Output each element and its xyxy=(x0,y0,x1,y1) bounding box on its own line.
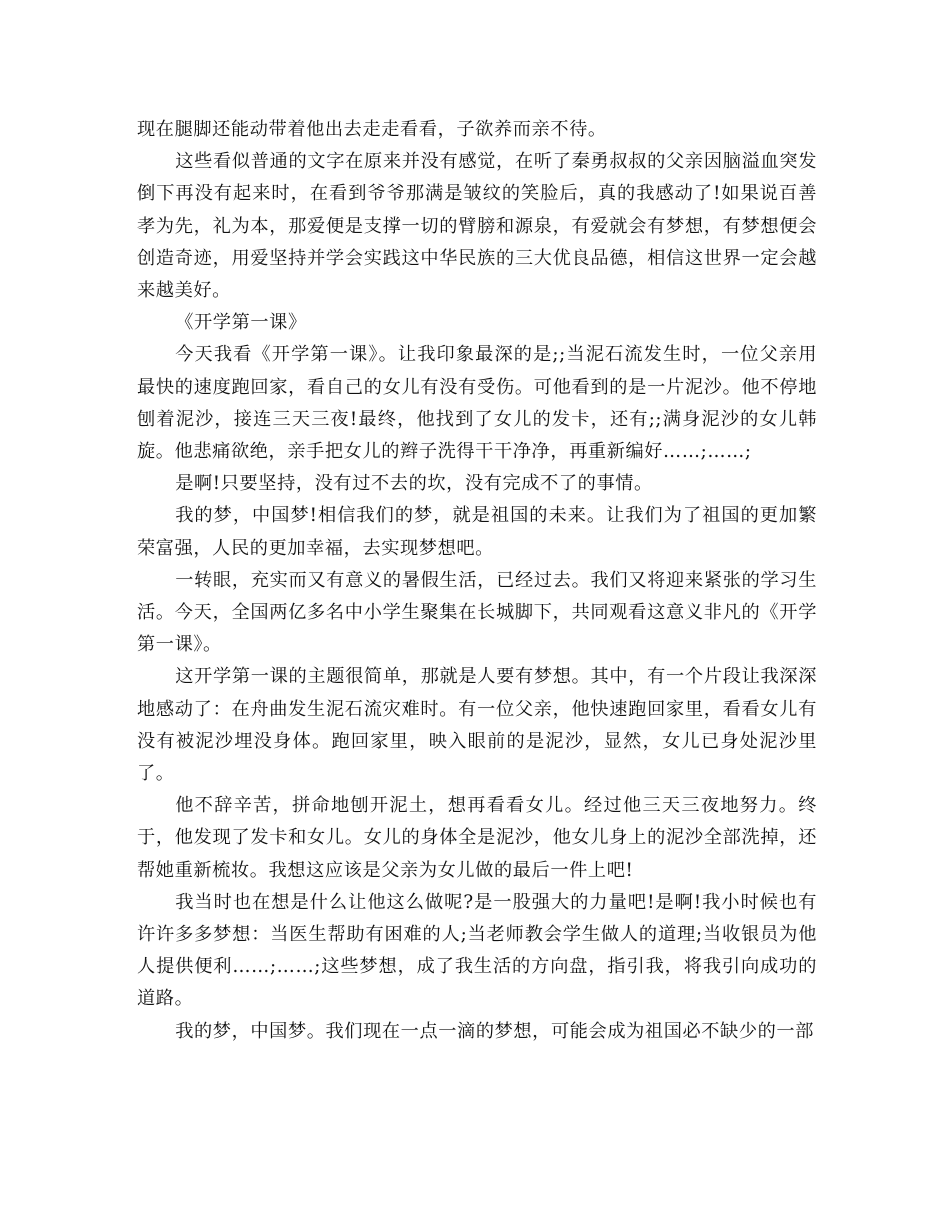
paragraph-7: 一转眼，充实而又有意义的暑假生活，已经过去。我们又将迎来紧张的学习生活。今天，全国两亿多名中小学生聚集在长城脚下，共同观看这意义非凡的《开学第一课》。 xyxy=(137,569,817,656)
paragraph-2: 这些看似普通的文字在原来并没有感觉，在听了秦勇叔叔的父亲因脑溢血突发倒下再没有起来时，在看到爷爷那满是皱纹的笑脸后，真的我感动了!如果说百善孝为先，礼为本，那爱便是支撑一切的臂膀和源泉，有爱就会有梦想，有梦想便会创造奇迹，用爱坚持并学会实践这中华民族的三大优良品德，相信这世界一定会越来越美好。 xyxy=(137,151,817,302)
paragraph-11: 我的梦，中国梦。我们现在一点一滴的梦想，可能会成为祖国必不缺少的一部 xyxy=(175,1020,814,1042)
paragraph-5: 是啊!只要坚持，没有过不去的坎，没有完成不了的事情。 xyxy=(175,473,653,495)
paragraph-8: 这开学第一课的主题很简单，那就是人要有梦想。其中，有一个片段让我深深地感动了：在舟曲发生泥石流灾难时。有一位父亲，他快速跑回家里，看看女儿有没有被泥沙埋没身体。跑回家里，映入眼前的是泥沙，显然，女儿已身处泥沙里了。 xyxy=(137,666,817,785)
paragraph-10: 我当时也在想是什么让他这么做呢?是一股强大的力量吧!是啊!我小时候也有许许多多梦想：当医生帮助有困难的人;当老师教会学生做人的道理;当收银员为他人提供便利……;……;这些梦想，成了我生活的方向盘，指引我，将我引向成功的道路。 xyxy=(137,891,817,1010)
section-title: 《开学第一课》 xyxy=(175,312,307,334)
paragraph-4: 今天我看《开学第一课》。让我印象最深的是;;当泥石流发生时，一位父亲用最快的速度跑回家，看自己的女儿有没有受伤。可他看到的是一片泥沙。他不停地刨着泥沙，接连三天三夜!最终，他找到了女儿的发卡，还有;;满身泥沙的女儿韩旋。他悲痛欲绝，亲手把女儿的辫子洗得干干净净，再重新编好……;……; xyxy=(137,344,817,463)
paragraph-6: 我的梦，中国梦!相信我们的梦，就是祖国的未来。让我们为了祖国的更加繁荣富强，人民的更加幸福，去实现梦想吧。 xyxy=(137,505,817,559)
document-page xyxy=(137,114,817,1048)
paragraph-9: 他不辞辛苦，拼命地刨开泥土，想再看看女儿。经过他三天三夜地努力。终于，他发现了发卡和女儿。女儿的身体全是泥沙，他女儿身上的泥沙全部洗掉，还帮她重新梳妆。我想这应该是父亲为女儿做的最后一件上吧! xyxy=(137,795,817,881)
paragraph-1: 现在腿脚还能动带着他出去走走看看，子欲养而亲不待。 xyxy=(137,119,607,140)
